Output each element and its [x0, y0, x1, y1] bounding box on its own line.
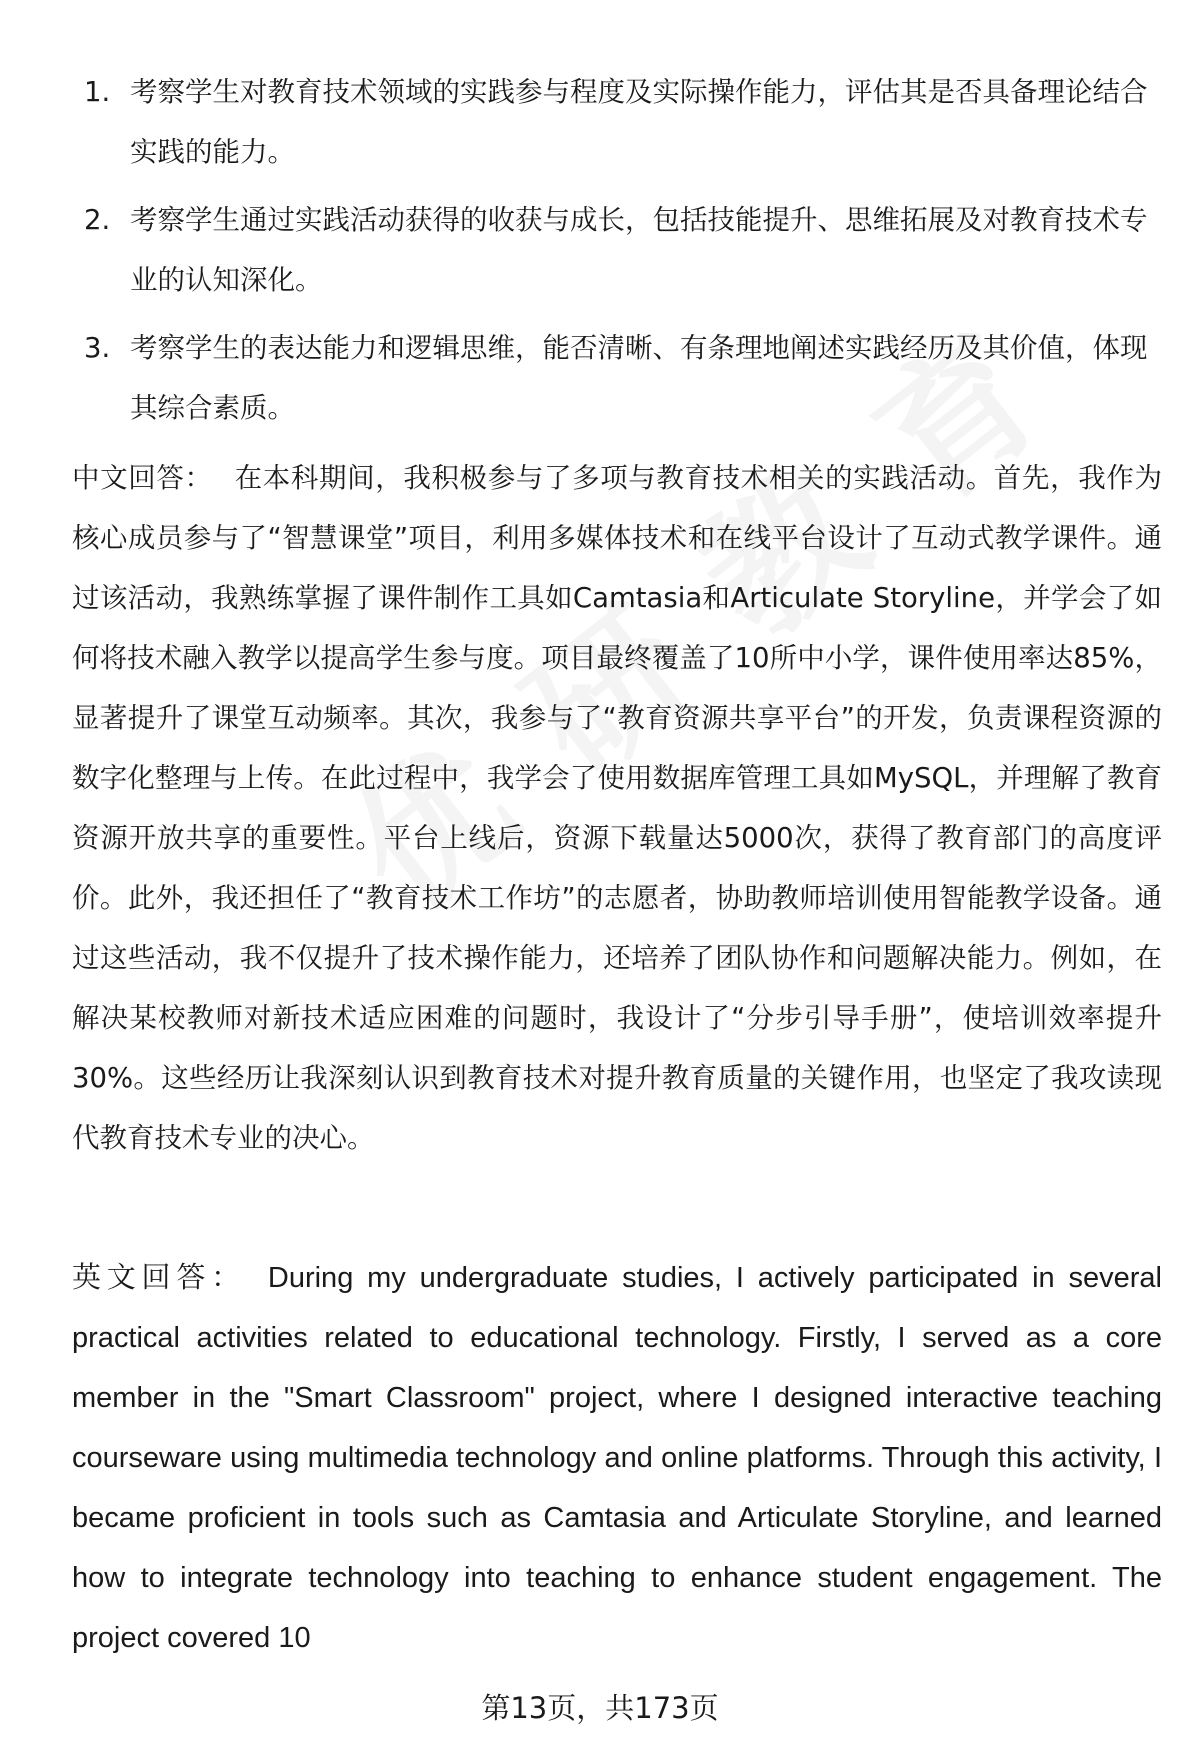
- criteria-text: 考察学生通过实践活动获得的收获与成长，包括技能提升、思维拓展及对教育技术专业的认知深化。: [130, 204, 1148, 296]
- criteria-item: [72, 62, 1157, 182]
- evaluation-criteria-list: [72, 62, 1157, 438]
- english-answer-text: During my undergraduate studies, I actively participated in several practical activities related to educational technology. Firstly, I served as a core member in the "Smart Classroom" project, where I designed interactive teaching courseware using multimedia technology and online platforms. Through this activity, I became proficient in tools such as Camtasia and Articulate Storyline, and learned how to integrate technology into teaching to enhance student engagement. The project covered 10: [72, 1262, 1162, 1654]
- criteria-number: 3.: [84, 332, 111, 364]
- chinese-answer-label: 中文回答：: [72, 462, 213, 494]
- criteria-text: 考察学生的表达能力和逻辑思维，能否清晰、有条理地阐述实践经历及其价值，体现其综合素质。: [130, 332, 1148, 424]
- criteria-number: 2.: [84, 204, 111, 236]
- criteria-number: 1.: [84, 76, 111, 108]
- english-answer: [72, 1248, 1162, 1668]
- criteria-text: 考察学生对教育技术领域的实践参与程度及实际操作能力，评估其是否具备理论结合实践的能力。: [130, 76, 1148, 168]
- chinese-answer-text: 在本科期间，我积极参与了多项与教育技术相关的实践活动。首先，我作为核心成员参与了“智慧课堂”项目，利用多媒体技术和在线平台设计了互动式教学课件。通过该活动，我熟练掌握了课件制作工具如Camtasia和Articulate Storyline，并学会了如何将技术融入教学以提高学生参与度。项目最终覆盖了10所中小学，课件使用率达85%，显著提升了课堂互动频率。其次，我参与了“教育资源共享平台”的开发，负责课程资源的数字化整理与上传。在此过程中，我学会了使用数据库管理工具如MySQL，并理解了教育资源开放共享的重要性。平台上线后，资源下载量达5000次，获得了教育部门的高度评价。此外，我还担任了“教育技术工作坊”的志愿者，协助教师培训使用智能教学设备。通过这些活动，我不仅提升了技术操作能力，还培养了团队协作和问题解决能力。例如，在解决某校教师对新技术适应困难的问题时，我设计了“分步引导手册”，使培训效率提升30%。这些经历让我深刻认识到教育技术对提升教育质量的关键作用，也坚定了我攻读现代教育技术专业的决心。: [72, 462, 1162, 1154]
- criteria-item: [72, 318, 1157, 438]
- chinese-answer: [72, 448, 1162, 1168]
- english-answer-label: 英文回答：: [72, 1262, 246, 1294]
- page-number-footer: 第13页，共173页: [481, 1691, 719, 1725]
- criteria-item: [72, 190, 1157, 310]
